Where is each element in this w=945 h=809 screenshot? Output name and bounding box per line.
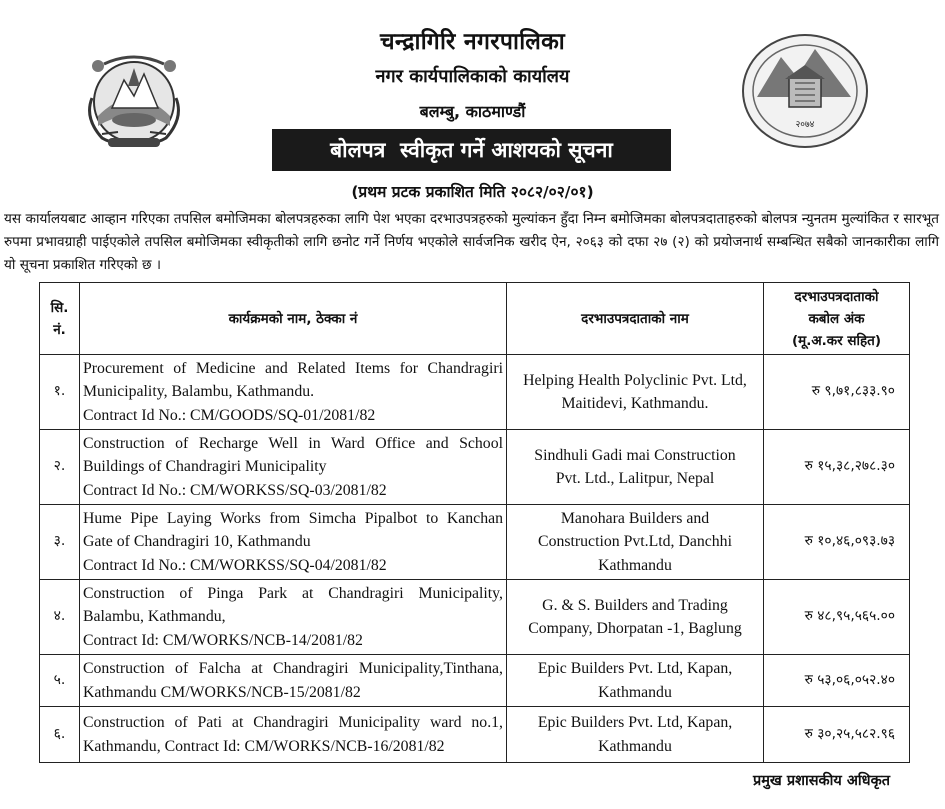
row-work (80, 505, 507, 580)
row-bidder (507, 430, 764, 505)
bidder-line: Manohara Builders and (560, 510, 710, 528)
work-line: Buildings of Chandragiri Municipality (83, 458, 327, 476)
bid-table (39, 282, 910, 763)
work-line: Hume Pipe Laying Works from Simcha Pipalbot to Kanchan (83, 510, 503, 528)
bidder-line: Epic Builders Pvt. Ltd, Kapan, (537, 660, 733, 678)
row-work (80, 707, 507, 763)
row-serial: २. (40, 430, 80, 505)
work-line: Contract Id No.: CM/GOODS/SQ-01/2081/82 (83, 406, 376, 424)
signature: प्रमुख प्रशासकीय अधिकृत (753, 773, 890, 789)
row-amount: रु ४८,९५,५६५.०० (764, 580, 910, 655)
bidder-line: Maitidevi, Kathmandu. (561, 395, 709, 412)
work-line: Construction of Pati at Chandragiri Municipality ward no.1, (83, 714, 503, 732)
work-line: Contract Id No.: CM/WORKSS/SQ-03/2081/82 (83, 481, 387, 499)
table-row (40, 707, 910, 763)
office-name: नगर कार्यपालिकाको कार्यालय (375, 66, 570, 87)
header-work: कार्यक्रमको नाम, ठेक्का नं (80, 283, 507, 355)
municipality-name: चन्द्रागिरि नगरपालिका (379, 29, 566, 55)
work-line: Construction of Recharge Well in Ward Office and School (83, 435, 503, 453)
header-amount: दरभाउपत्रदाताको कबोल अंक (मू.अ.कर सहित) (764, 283, 910, 355)
row-amount: रु १०,४६,०९३.७३ (764, 505, 910, 580)
bidder-line: Company, Dhorpatan -1, Baglung (528, 620, 742, 637)
nepal-government-emblem-icon (78, 46, 190, 150)
work-line: Contract Id: CM/WORKS/NCB-14/2081/82 (83, 631, 363, 649)
row-amount: रु ९,७१,८३३.९० (764, 355, 910, 430)
row-work (80, 355, 507, 430)
work-line: Construction of Falcha at Chandragiri Municipality,Tinthana, (83, 660, 503, 678)
publication-date: (प्रथम प्रटक प्रकाशित मिति २०८२/०२/०१) (351, 183, 594, 201)
work-line: Procurement of Medicine and Related Items for Chandragiri (83, 360, 503, 378)
bidder-line: Epic Builders Pvt. Ltd, Kapan, (537, 714, 733, 732)
work-line: Kathmandu CM/WORKS/NCB-15/2081/82 (83, 683, 361, 701)
table-row (40, 430, 910, 505)
work-line: Municipality, Balambu, Kathmandu. (83, 383, 315, 401)
emblem-year: २०७४ (795, 120, 815, 130)
row-work (80, 580, 507, 655)
notice-title-text: बोलपत्र स्वीकृत गर्ने आशयको सूचना (330, 138, 613, 162)
table-row (40, 505, 910, 580)
row-serial: ६. (40, 707, 80, 763)
bidder-line: Kathmandu (598, 556, 672, 574)
bidder-line: Kathmandu (598, 683, 672, 701)
row-amount: रु १५,३८,२७८.३० (764, 430, 910, 505)
bidder-line: Kathmandu (598, 737, 672, 755)
work-line: Balambu, Kathmandu, (83, 608, 226, 626)
table-row (40, 655, 910, 707)
work-line: Gate of Chandragiri 10, Kathmandu (83, 533, 311, 551)
bidder-line: Construction Pvt.Ltd, Danchhi (538, 533, 732, 551)
row-bidder (507, 355, 764, 430)
bidder-line: Pvt. Ltd., Lalitpur, Nepal (555, 470, 715, 487)
table-row (40, 355, 910, 430)
row-work (80, 655, 507, 707)
intro-paragraph: यस कार्यालयबाट आव्हान गरिएका तपसिल बमोजिमका बोलपत्रहरुका लागि पेश भएका दरभाउपत्रहरुको मुल्यांकन हुँदा निम्न बमोजिमका बोलपत्रदाताहरुको बोलपत्र न्युनतम मुल्यांकित र सारभूत रुपमा प्रभावग्राही पाईएकोले तपसिल बमोजिमका स्वीकृतीको लागि छनोट गर्ने निर्णय भएकोले सार्वजनिक खरीद ऐन, २०६३ को दफा २७ (२) को प्रयोजनार्थ सम्बन्धित सबैको जानकारीका लागि यो सूचना प्रकाशित गरिएको छ । (4, 211, 939, 273)
work-line: Construction of Pinga Park at Chandragiri Municipality, (83, 585, 503, 603)
header-bidder: दरभाउपत्रदाताको नाम (507, 283, 764, 355)
row-serial: ३. (40, 505, 80, 580)
row-amount: रु ३०,२५,५८२.९६ (764, 707, 910, 763)
work-line: Contract Id No.: CM/WORKSS/SQ-04/2081/82 (83, 556, 387, 574)
row-serial: १. (40, 355, 80, 430)
header-sn: सि. नं. (40, 283, 80, 355)
row-bidder (507, 707, 764, 763)
table-header-row (40, 283, 910, 355)
row-bidder (507, 505, 764, 580)
bidder-line: G. & S. Builders and Trading (542, 596, 728, 614)
work-line: Kathmandu, Contract Id: CM/WORKS/NCB-16/2081/82 (83, 737, 445, 755)
row-amount: रु ५३,०६,०५२.४० (764, 655, 910, 707)
office-address: बलम्बु, काठमाण्डौं (419, 102, 526, 121)
row-serial: ५. (40, 655, 80, 707)
notice-title (272, 129, 671, 171)
row-bidder (507, 580, 764, 655)
row-work (80, 430, 507, 505)
bidder-line: Helping Health Polyclinic Pvt. Ltd, (523, 371, 747, 389)
bidder-line: Sindhuli Gadi mai Construction (534, 446, 736, 464)
row-serial: ४. (40, 580, 80, 655)
table-row (40, 580, 910, 655)
row-bidder (507, 655, 764, 707)
